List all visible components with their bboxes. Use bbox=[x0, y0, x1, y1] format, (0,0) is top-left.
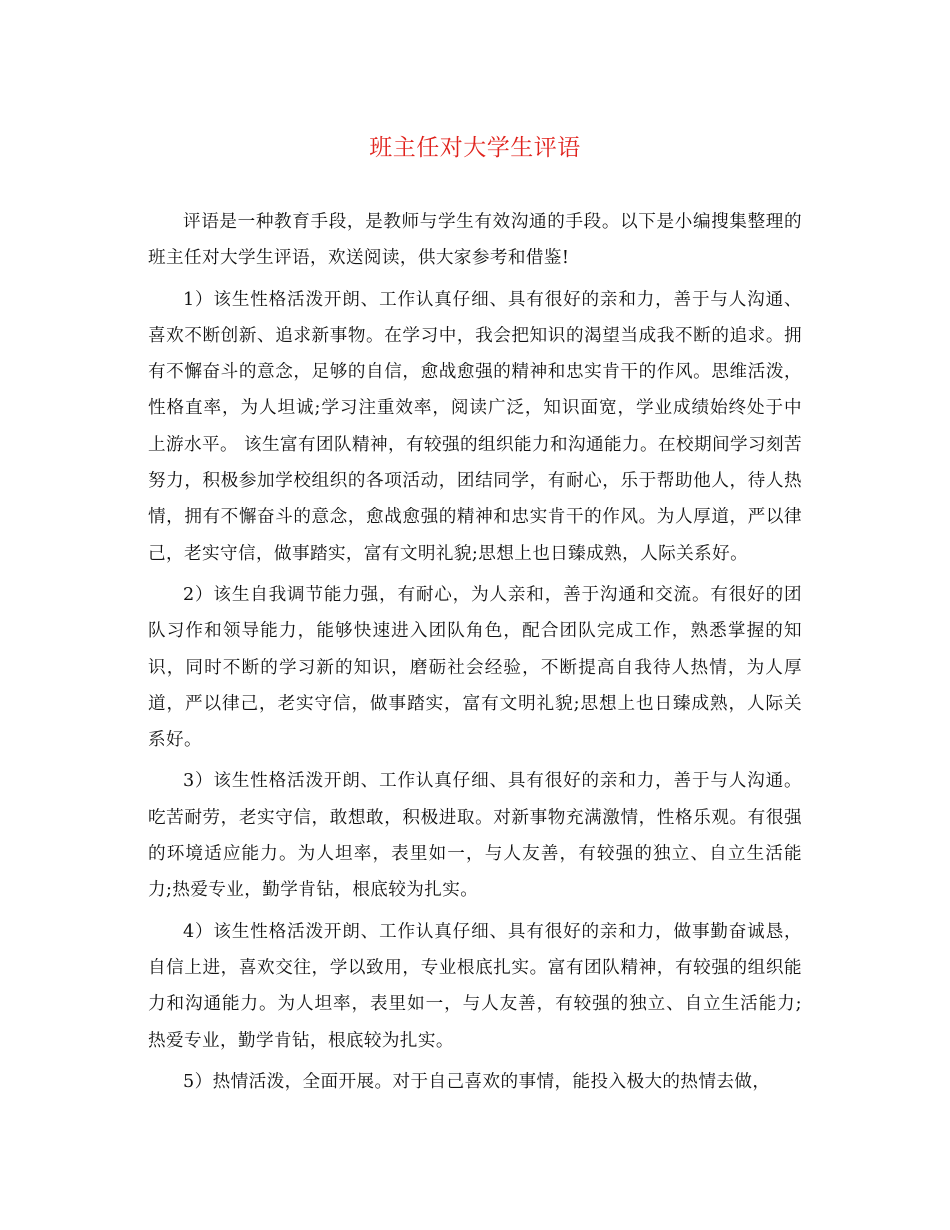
document-body bbox=[148, 204, 802, 1105]
paragraph-comment-3: 3）该生性格活泼开朗、工作认真仔细、具有很好的亲和力，善于与人沟通。吃苦耐劳，老实守信，敢想敢，积极进取。对新事物充满激情，性格乐观。有很强的环境适应能力。为人坦率，表里如一，与人友善，有较强的独立、自立生活能力;热爱专业，勤学肯钻，根底较为扎实。 bbox=[148, 771, 802, 901]
paragraph-comment-4: 4）该生性格活泼开朗、工作认真仔细、具有很好的亲和力，做事勤奋诚恳，自信上进，喜欢交往，学以致用，专业根底扎实。富有团队精神，有较强的组织能力和沟通能力。为人坦率，表里如一，与人友善，有较强的独立、自立生活能力;热爱专业，勤学肯钻，根底较为扎实。 bbox=[148, 921, 802, 1051]
paragraph-intro: 评语是一种教育手段，是教师与学生有效沟通的手段。以下是小编搜集整理的班主任对大学生评语，欢送阅读，供大家参考和借鉴! bbox=[148, 212, 802, 269]
paragraph-comment-5: 5）热情活泼，全面开展。对于自己喜欢的事情，能投入极大的热情去做， bbox=[183, 1071, 771, 1092]
paragraph-comment-1: 1）该生性格活泼开朗、工作认真仔细、具有很好的亲和力，善于与人沟通、喜欢不断创新、追求新事物。在学习中，我会把知识的渴望当成我不断的追求。拥有不懈奋斗的意念，足够的自信，愈战愈强的精神和忠实肯干的作风。思维活泼，性格直率，为人坦诚;学习注重效率，阅读广泛，知识面宽，学业成绩始终处于中上游水平。 该生富有团队精神，有较强的组织能力和沟通能力。在校期间学习刻苦努力，积极参加学校组织的各项活动，团结同学，有耐心，乐于帮助他人，待人热情，拥有不懈奋斗的意念，愈战愈强的精神和忠实肯干的作风。为人厚道，严以律己，老实守信，做事踏实，富有文明礼貌;思想上也日臻成熟，人际关系好。 bbox=[148, 289, 802, 564]
paragraph-comment-2: 2）该生自我调节能力强，有耐心，为人亲和，善于沟通和交流。有很好的团队习作和领导能力，能够快速进入团队角色，配合团队完成工作，熟悉掌握的知识，同时不断的学习新的知识，磨砺社会经验，不断提高自我待人热情，为人厚道，严以律己，老实守信，做事踏实，富有文明礼貌;思想上也日臻成熟，人际关系好。 bbox=[148, 584, 802, 751]
document-title: 班主任对大学生评语 bbox=[369, 135, 581, 161]
